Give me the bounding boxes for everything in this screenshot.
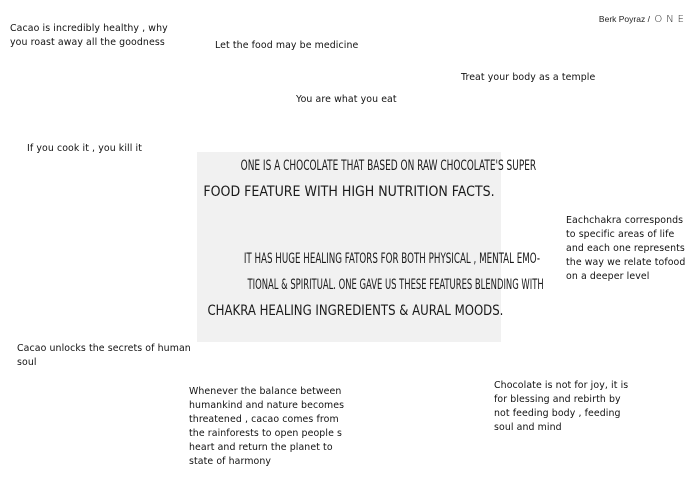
quote-chocolate-joy: Chocolate is not for joy, it is for blessing and rebirth by not feeding body , feeding soul and mind: [494, 380, 629, 433]
quote-body-temple: Treat your body as a temple: [461, 72, 596, 83]
quote-you-are-what-you-eat: You are what you eat: [296, 94, 397, 105]
description-line: FOOD FEATURE WITH HIGH NUTRITION FACTS.: [203, 184, 495, 200]
description-line: IT HAS HUGE HEALING FATORS FOR BOTH PHYSICAL , MENTAL EMO-: [243, 251, 541, 267]
quote-cacao-healthy: Cacao is incredibly healthy , why you roast away all the goodness: [10, 23, 168, 48]
quote-food-medicine: Let the food may be medicine: [215, 40, 359, 51]
quote-human-soul: Cacao unlocks the secrets of human soul: [17, 343, 191, 368]
author-name: Berk Poyraz /: [598, 14, 650, 24]
header-credit: [599, 14, 688, 25]
quote-cook-kill: If you cook it , you kill it: [27, 143, 143, 154]
description-paragraph-1: [197, 153, 537, 205]
description-line: TIONAL & SPIRITUAL. ONE GAVE US THESE FEATURES BLENDING WITH: [247, 277, 544, 293]
description-paragraph-2: [197, 246, 544, 324]
quote-chakra: Eachchakra corresponds to specific areas of life and each one represents the way we relate tofood on a deeper level: [566, 215, 686, 282]
description-line: CHAKRA HEALING INGREDIENTS & AURAL MOODS.: [207, 303, 504, 319]
quote-balance: Whenever the balance between humankind and nature becomes threatened , cacao comes from the rainforests to open people s heart and return the planet to state of harmony: [189, 386, 345, 467]
brand-logo: ONE: [654, 14, 688, 25]
description-line: ONE IS A CHOCOLATE THAT BASED ON RAW CHOCOLATE'S SUPER: [240, 158, 537, 174]
